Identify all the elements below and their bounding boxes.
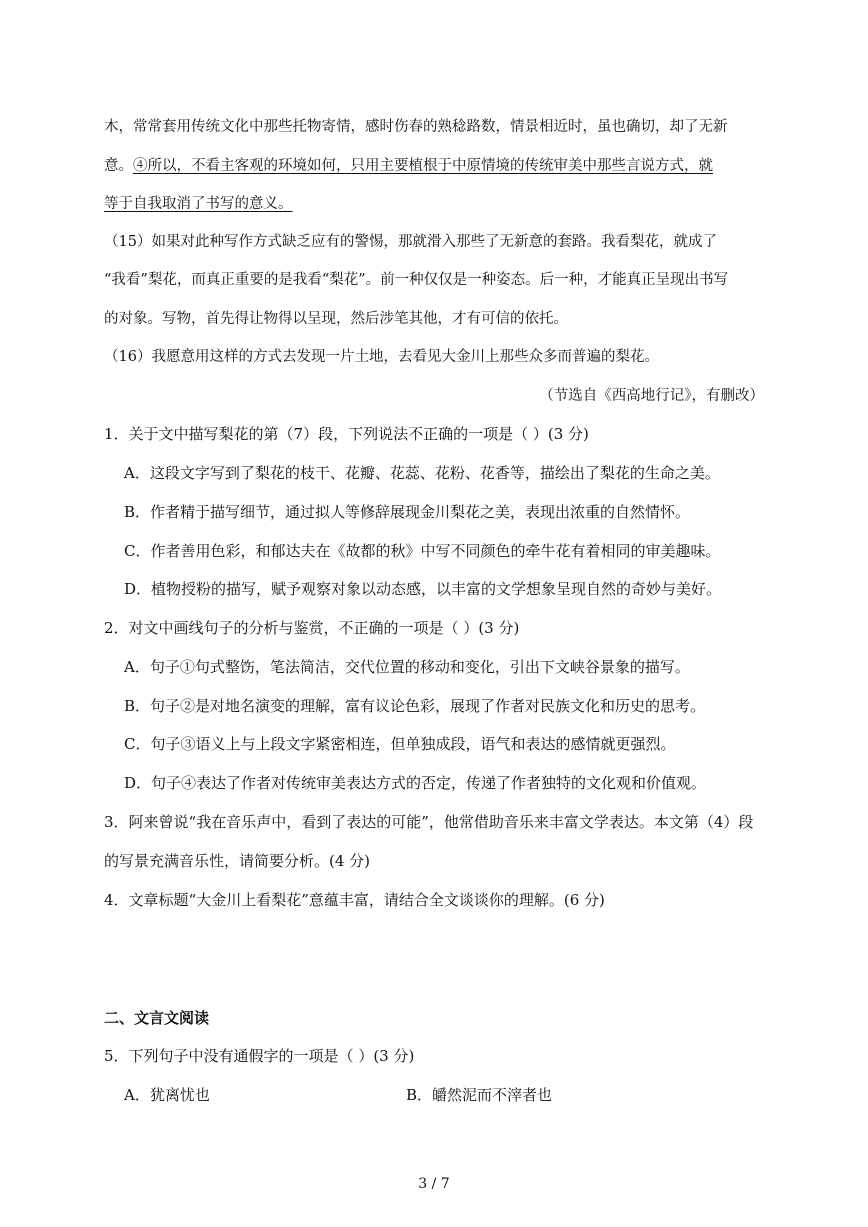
question-2-option-d: D．句子④表达了作者对传统审美表达方式的否定，传递了作者独特的文化观和价值观。 (124, 774, 707, 792)
question-3: 3．阿来曾说“我在音乐声中，看到了表达的可能”，他常借助音乐来丰富文学表达。本文第（4）段 (104, 813, 754, 831)
question-4: 4．文章标题“大金川上看梨花”意蕴丰富，请结合全文谈谈你的理解。(6 分) (104, 891, 605, 909)
source-citation: （节选自《西高地行记》，有删改） (539, 388, 764, 404)
underlined-sentence-4-end: 等于自我取消了书写的意义。 (104, 196, 293, 212)
question-1-option-b: B．作者精于描写细节，通过拟人等修辞展现金川梨花之美，表现出浓重的自然情怀。 (124, 503, 691, 521)
underlined-sentence-4: ④所以，不看主客观的环境如何，只用主要植根于中原情境的传统审美中那些言说方式，就 (133, 158, 713, 174)
question-1-option-c: C．作者善用色彩，和郁达夫在《故都的秋》中写不同颜色的牵牛花有着相同的审美趣味。 (124, 542, 721, 560)
passage-text: 意。 (104, 158, 133, 174)
paragraph-15-line: （15）如果对此种写作方式缺乏应有的警惕，那就滑入那些了无新意的套路。我看梨花，就成了 (104, 234, 717, 250)
question-5-option-b: B．皭然泥而不滓者也 (406, 1086, 553, 1104)
question-5: 5．下列句子中没有通假字的一项是（ ）(3 分) (104, 1047, 415, 1065)
question-2: 2．对文中画线句子的分析与鉴赏，不正确的一项是（ ）(3 分) (104, 619, 520, 637)
question-1: 1．关于文中描写梨花的第（7）段，下列说法不正确的一项是（ ）(3 分) (104, 425, 589, 443)
question-2-option-b: B．句子②是对地名演变的理解，富有议论色彩，展现了作者对民族文化和历史的思考。 (124, 697, 706, 715)
paragraph-16: （16）我愿意用这样的方式去发现一片土地，去看见大金川上那些众多而普遍的梨花。 (104, 349, 659, 365)
question-5-option-a: A．犹离忧也 (124, 1086, 210, 1104)
passage-line: 木，常常套用传统文化中那些托物寄情，感时伤春的熟稔路数，情景相近时，虽也确切，却了无新 (104, 119, 728, 135)
passage-line (104, 154, 713, 175)
question-1-option-a: A．这段文字写到了梨花的枝干、花瓣、花蕊、花粉、花香等，描绘出了梨花的生命之美。 (124, 464, 720, 482)
question-2-option-c: C．句子③语义上与上段文字紧密相连，但单独成段，语气和表达的感情就更强烈。 (124, 735, 676, 753)
question-1-option-d: D．植物授粉的描写，赋予观察对象以动态感，以丰富的文学想象呈现自然的奇妙与美好。 (124, 580, 722, 598)
question-2-option-a: A．句子①句式整饬，笔法简洁，交代位置的移动和变化，引出下文峡谷景象的描写。 (124, 658, 690, 676)
page-number: 3 / 7 (418, 1176, 450, 1192)
paragraph-15-line: 的对象。写物，首先得让物得以呈现，然后涉笔其他，才有可信的依托。 (104, 311, 568, 327)
question-3-continued: 的写景充满音乐性，请简要分析。(4 分) (104, 852, 371, 870)
paragraph-15-line: “我看”梨花，而真正重要的是我看“梨花”。前一种仅仅是一种姿态。后一种，才能真正呈现出书写 (104, 272, 729, 288)
section-heading: 二、文言文阅读 (104, 1009, 210, 1027)
